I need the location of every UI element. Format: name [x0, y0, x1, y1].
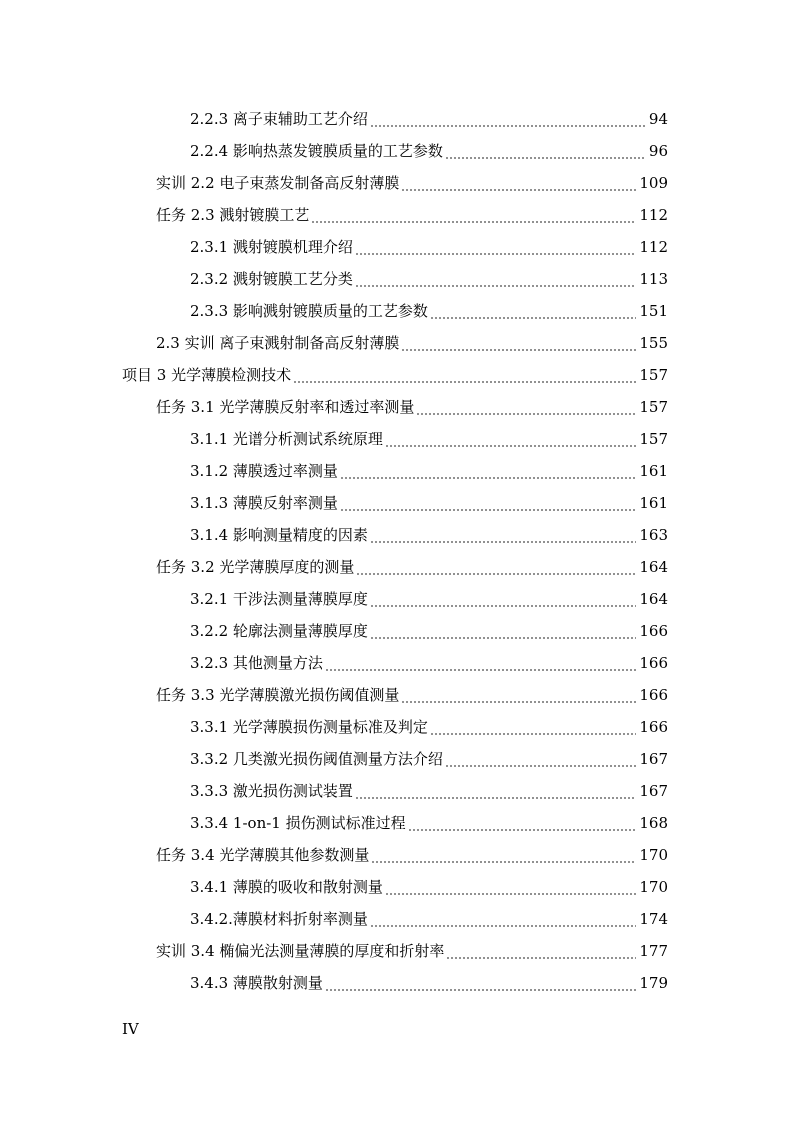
- toc-entry-title: 实训 2.2 电子束蒸发制备高反射薄膜: [156, 174, 400, 192]
- toc-entry[interactable]: [190, 423, 668, 455]
- toc-entry-page: 96: [648, 142, 668, 160]
- toc-entry[interactable]: [190, 743, 668, 775]
- dot-leader: [370, 624, 636, 642]
- dot-leader: [356, 560, 636, 578]
- dot-leader: [340, 464, 636, 482]
- toc-entry-title: 任务 3.4 光学薄膜其他参数测量: [156, 846, 370, 864]
- dot-leader: [370, 112, 646, 130]
- toc-entry-page: 164: [639, 558, 668, 576]
- toc-entry-title: 3.4.1 薄膜的吸收和散射测量: [190, 878, 383, 896]
- toc-entry-page: 179: [639, 974, 668, 992]
- dot-leader: [401, 336, 636, 354]
- toc-entry-title: 3.3.4 1-on-1 损伤测试标准过程: [190, 814, 406, 832]
- toc-entry-page: 161: [639, 494, 668, 512]
- toc-entry-page: 166: [639, 654, 668, 672]
- toc-entry-title: 2.2.4 影响热蒸发镀膜质量的工艺参数: [190, 142, 443, 160]
- dot-leader: [340, 496, 636, 514]
- toc-entry-page: 166: [639, 686, 668, 704]
- dot-leader: [325, 976, 636, 994]
- toc-entry-page: 155: [639, 334, 668, 352]
- dot-leader: [370, 528, 636, 546]
- toc-entry-page: 170: [639, 878, 668, 896]
- toc-entry-page: 163: [639, 526, 668, 544]
- toc-entry-title: 3.3.2 几类激光损伤阈值测量方法介绍: [190, 750, 443, 768]
- toc-entry[interactable]: [190, 615, 668, 647]
- toc-entry-page: 174: [639, 910, 668, 928]
- dot-leader: [445, 144, 646, 162]
- toc-entry[interactable]: [156, 551, 668, 583]
- toc-entry[interactable]: [190, 775, 668, 807]
- dot-leader: [293, 368, 636, 386]
- toc-entry-title: 3.3.1 光学薄膜损伤测量标准及判定: [190, 718, 428, 736]
- toc-entry-title: 实训 3.4 椭偏光法测量薄膜的厚度和折射率: [156, 942, 445, 960]
- dot-leader: [385, 432, 636, 450]
- toc-entry-page: 170: [639, 846, 668, 864]
- toc-entry-title: 3.4.3 薄膜散射测量: [190, 974, 323, 992]
- toc-entry-page: 177: [639, 942, 668, 960]
- toc-entry-page: 109: [639, 174, 668, 192]
- toc-entry-page: 157: [639, 430, 668, 448]
- dot-leader: [430, 720, 636, 738]
- toc-entry-page: 113: [639, 270, 668, 288]
- dot-leader: [446, 944, 636, 962]
- toc-entry-page: 157: [639, 366, 668, 384]
- toc-entry-title: 3.1.1 光谱分析测试系统原理: [190, 430, 383, 448]
- dot-leader: [355, 240, 636, 258]
- toc-entry-title: 2.3.1 溅射镀膜机理介绍: [190, 238, 353, 256]
- toc-entry-title: 3.3.3 激光损伤测试装置: [190, 782, 353, 800]
- toc-entry-title: 3.4.2.薄膜材料折射率测量: [190, 910, 368, 928]
- toc-entry-page: 94: [648, 110, 668, 128]
- toc-entry-page: 166: [639, 622, 668, 640]
- toc-entry[interactable]: [190, 135, 668, 167]
- dot-leader: [325, 656, 636, 674]
- toc-entry-page: 112: [639, 238, 668, 256]
- toc-entry[interactable]: [190, 711, 668, 743]
- dot-leader: [408, 816, 637, 834]
- dot-leader: [385, 880, 636, 898]
- toc-entry[interactable]: [156, 167, 668, 199]
- dot-leader: [355, 272, 636, 290]
- toc-entry-title: 任务 2.3 溅射镀膜工艺: [156, 206, 310, 224]
- toc-entry-title: 任务 3.2 光学薄膜厚度的测量: [156, 558, 355, 576]
- dot-leader: [445, 752, 636, 770]
- toc-entry[interactable]: [156, 327, 668, 359]
- dot-leader: [311, 208, 636, 226]
- toc-entry-title: 3.2.1 干涉法测量薄膜厚度: [190, 590, 368, 608]
- toc-entry[interactable]: [156, 935, 668, 967]
- toc-entry[interactable]: [190, 231, 668, 263]
- toc-entry-page: 166: [639, 718, 668, 736]
- toc-entry-page: 151: [639, 302, 668, 320]
- toc-entry-page: 161: [639, 462, 668, 480]
- toc-entry-title: 2.2.3 离子束辅助工艺介绍: [190, 110, 368, 128]
- dot-leader: [416, 400, 636, 418]
- toc-entry[interactable]: [190, 487, 668, 519]
- toc-entry-title: 3.1.2 薄膜透过率测量: [190, 462, 338, 480]
- toc-entry[interactable]: [190, 647, 668, 679]
- toc-entry[interactable]: [156, 199, 668, 231]
- toc-entry[interactable]: [190, 295, 668, 327]
- toc-entry[interactable]: [156, 679, 668, 711]
- dot-leader: [370, 592, 636, 610]
- toc-entry[interactable]: [190, 967, 668, 999]
- toc-entry-title: 3.2.3 其他测量方法: [190, 654, 323, 672]
- dot-leader: [371, 848, 636, 866]
- toc-entry-title: 任务 3.1 光学薄膜反射率和透过率测量: [156, 398, 415, 416]
- toc-entry-title: 3.1.3 薄膜反射率测量: [190, 494, 338, 512]
- toc-entry-title: 3.2.2 轮廓法测量薄膜厚度: [190, 622, 368, 640]
- toc-entry[interactable]: [156, 839, 668, 871]
- toc-entry[interactable]: [190, 103, 668, 135]
- toc-entry[interactable]: [190, 807, 668, 839]
- toc-entry-page: 164: [639, 590, 668, 608]
- dot-leader: [355, 784, 636, 802]
- toc-entry-page: 157: [639, 398, 668, 416]
- toc-entry[interactable]: [190, 455, 668, 487]
- dot-leader: [401, 688, 636, 706]
- toc-entry[interactable]: [156, 391, 668, 423]
- page-number: IV: [122, 1020, 139, 1038]
- toc-entry-title: 2.3.2 溅射镀膜工艺分类: [190, 270, 353, 288]
- toc-entry-page: 167: [639, 750, 668, 768]
- toc-entry[interactable]: [190, 871, 668, 903]
- toc-entry-page: 112: [639, 206, 668, 224]
- toc-entry-title: 项目 3 光学薄膜检测技术: [122, 366, 292, 384]
- toc-entry-page: 167: [639, 782, 668, 800]
- dot-leader: [370, 912, 636, 930]
- toc-entry[interactable]: [190, 519, 668, 551]
- toc-entry[interactable]: [190, 263, 668, 295]
- toc-entry-page: 168: [639, 814, 668, 832]
- toc-entry-title: 3.1.4 影响测量精度的因素: [190, 526, 368, 544]
- toc-entry-title: 任务 3.3 光学薄膜激光损伤阈值测量: [156, 686, 400, 704]
- dot-leader: [430, 304, 636, 322]
- toc-entry-title: 2.3.3 影响溅射镀膜质量的工艺参数: [190, 302, 428, 320]
- toc-entry[interactable]: [122, 359, 668, 391]
- toc-entry[interactable]: [190, 583, 668, 615]
- dot-leader: [401, 176, 636, 194]
- toc-entry[interactable]: [190, 903, 668, 935]
- toc-entry-title: 2.3 实训 离子束溅射制备高反射薄膜: [156, 334, 400, 352]
